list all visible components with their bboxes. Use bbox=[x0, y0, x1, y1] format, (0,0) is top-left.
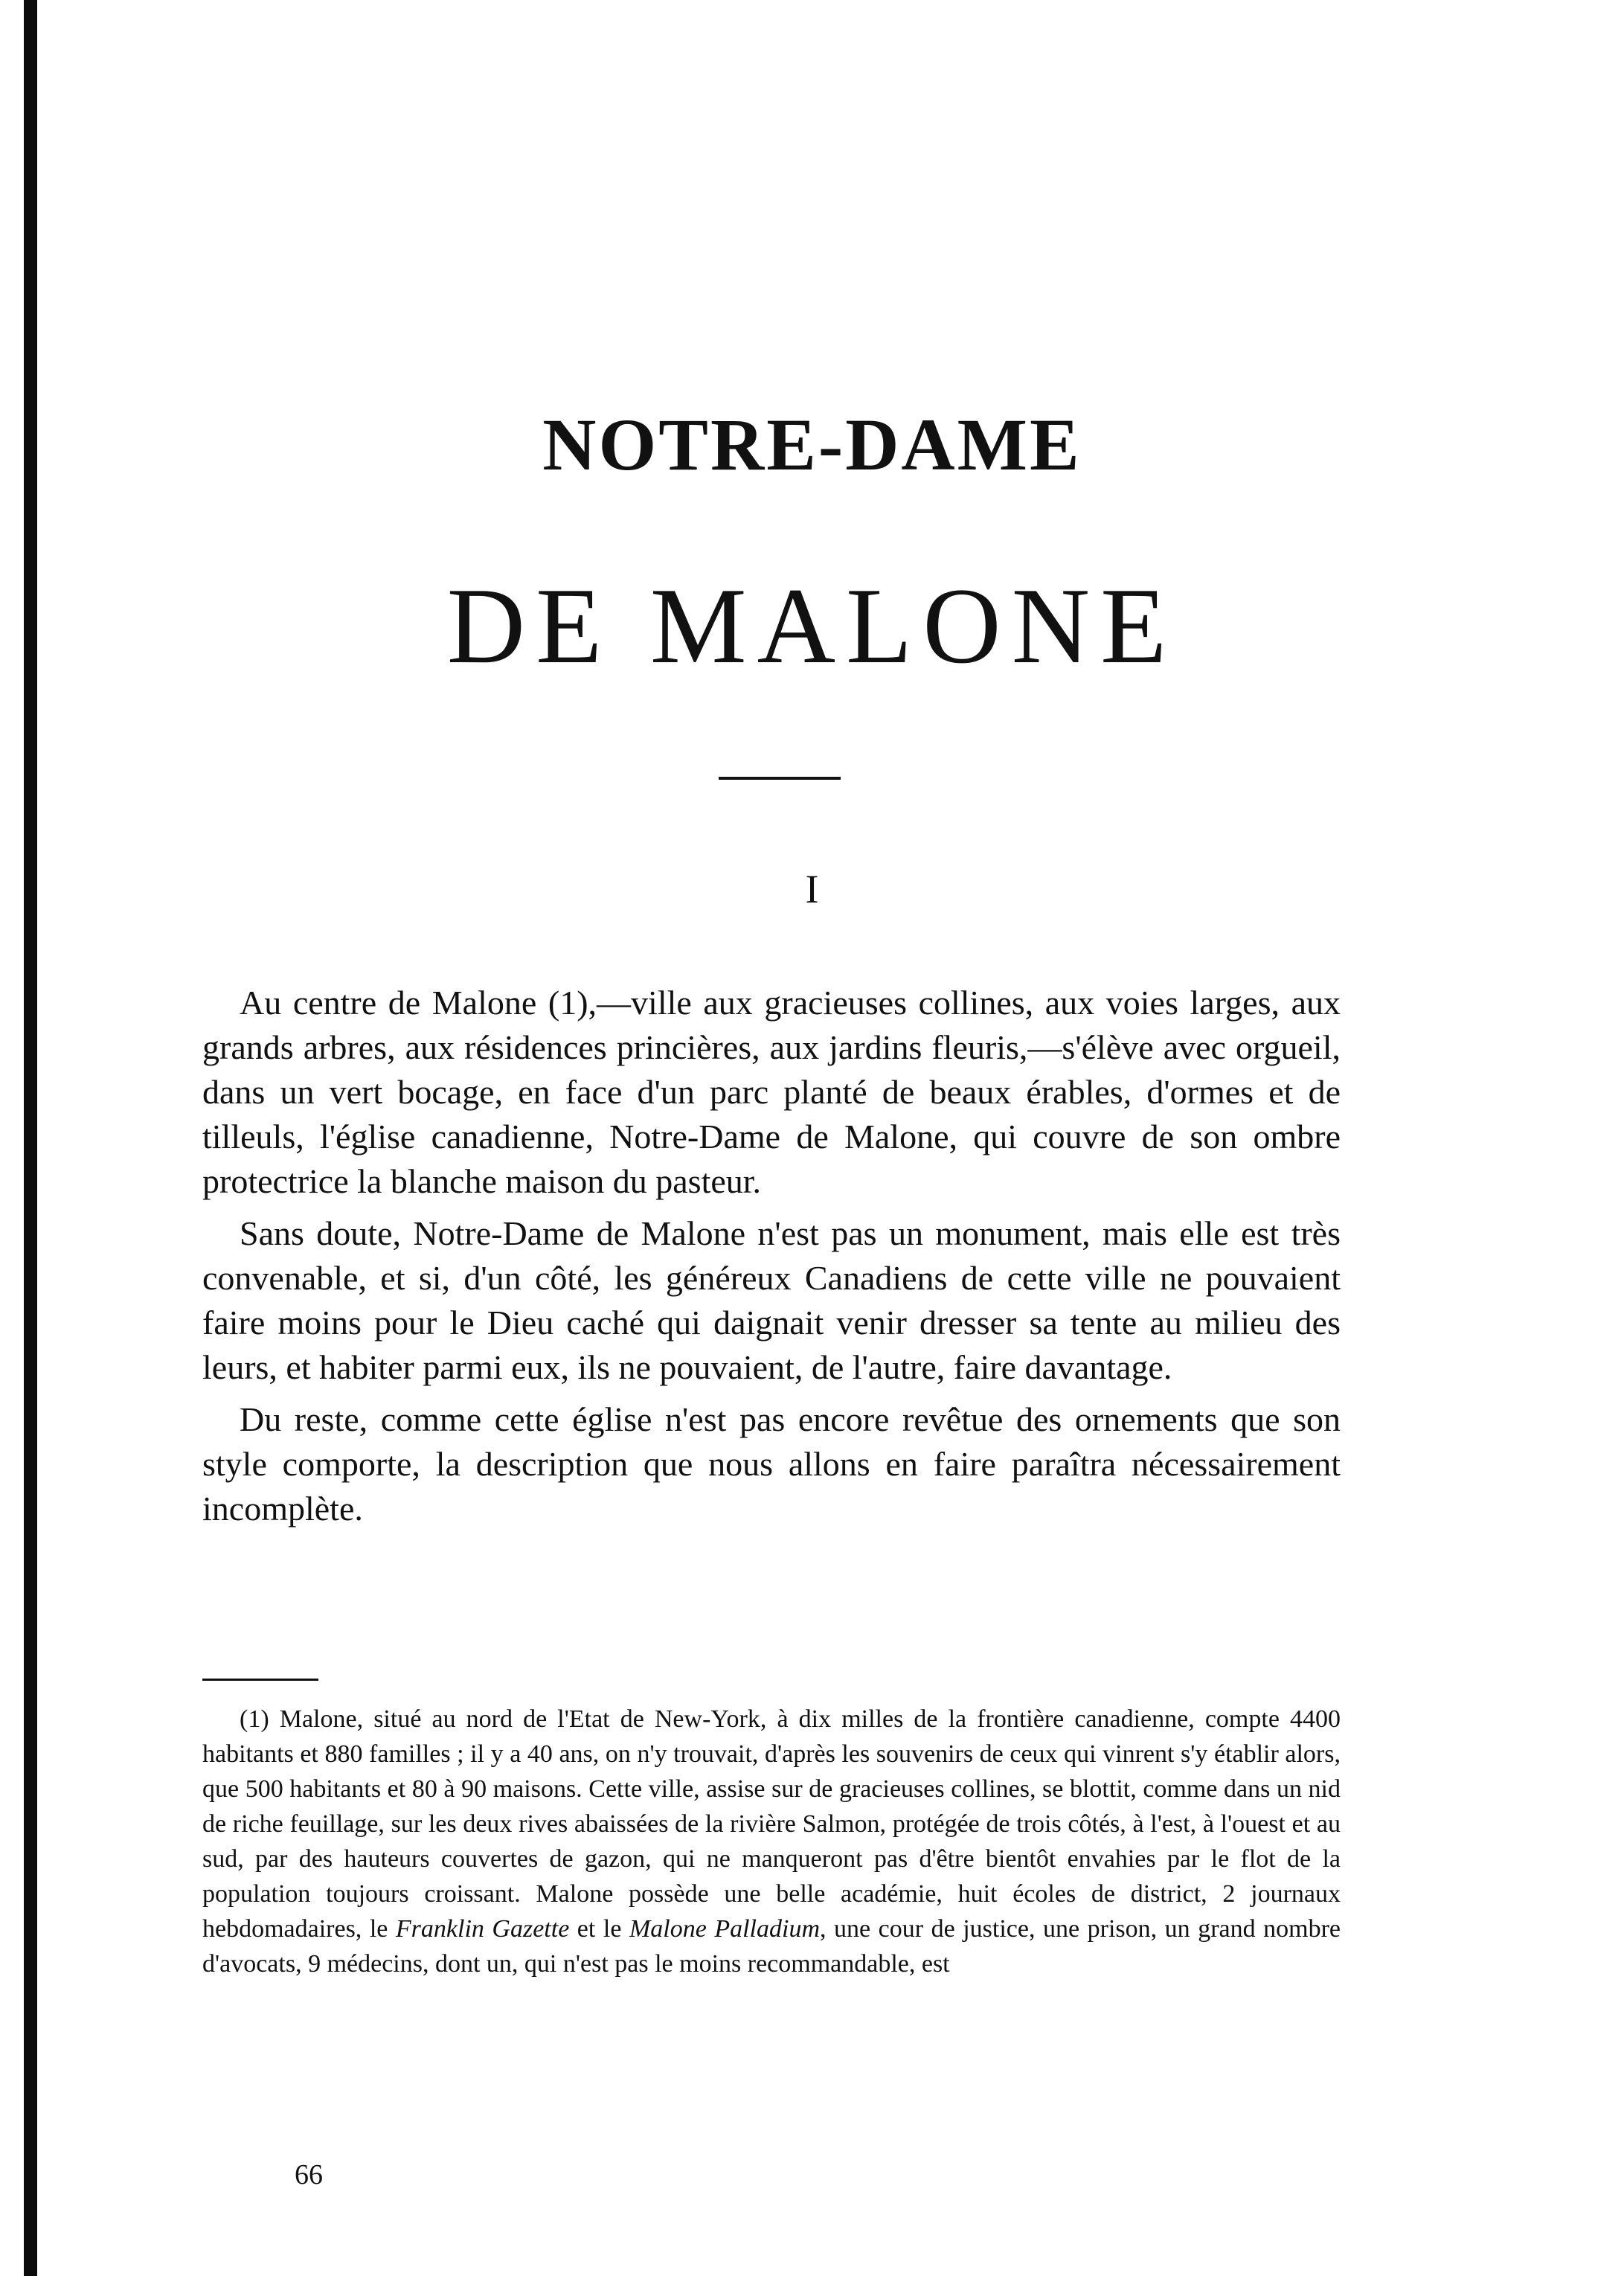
footnote bbox=[202, 1702, 1341, 1981]
paragraph-3: Du reste, comme cette église n'est pas encore revêtue des ornements que son style comporte, la description que nous allons en faire paraîtra nécessairement incomplète. bbox=[202, 1400, 1341, 1528]
footnote-part-3: , une cour de justice, une prison, un grand nombre d'avocats, 9 médecins, dont un, qui n'est pas le moins recommandable, est bbox=[202, 1915, 1341, 1978]
page-number: 66 bbox=[295, 2159, 323, 2190]
title-line-1: NOTRE-DAME bbox=[542, 403, 1082, 486]
body-text bbox=[202, 981, 1341, 1539]
footnote-newspaper-2: Malone Palladium bbox=[629, 1915, 821, 1943]
page-edge-shadow bbox=[24, 0, 37, 2276]
footnote-part-1: (1) Malone, situé au nord de l'Etat de New-York, à dix milles de la frontière canadienne, compte 4400 habitants et 880 familles ; il y a 40 ans, on n'y trouvait, d'après les souvenirs de ceux qui vinrent s'y établir alors, que 500 habitants et 80 à 90 maisons. Cette ville, assise sur de gracieuses collines, se blottit, comme dans un nid de riche feuillage, sur les deux rives abaissées de la rivière Salmon, protégée de trois côtés, à l'est, à l'ouest et au sud, par des hauteurs couvertes de gazon, qui ne manqueront pas d'être bientôt envahies par le flot de la population toujours croissant. Malone possède une belle académie, huit écoles de district, 2 journaux hebdomadaires, le bbox=[202, 1705, 1341, 1943]
paragraph-1: Au centre de Malone (1),—ville aux gracieuses collines, aux voies larges, aux grands arbres, aux résidences princières, aux jardins fleuris,—s'élève avec orgueil, dans un vert bocage, en face d'un parc planté de beaux érables, d'ormes et de tilleuls, l'église canadienne, Notre-Dame de Malone, qui couvre de son ombre protectrice la blanche maison du pasteur. bbox=[202, 984, 1341, 1200]
footnote-divider bbox=[202, 1679, 318, 1681]
paragraph-2: Sans doute, Notre-Dame de Malone n'est pas un monument, mais elle est très convenable, et si, d'un côté, les généreux Canadiens de cette ville ne pouvaient faire moins pour le Dieu caché qui daignait venir dresser sa tente au milieu des leurs, et habiter parmi eux, ils ne pouvaient, de l'autre, faire davantage. bbox=[202, 1214, 1341, 1386]
section-number: I bbox=[805, 867, 819, 911]
footnote-text bbox=[202, 1702, 1341, 1981]
footnote-part-2: et le bbox=[569, 1915, 629, 1943]
footnote-newspaper-1: Franklin Gazette bbox=[395, 1915, 570, 1943]
title-divider bbox=[719, 777, 841, 780]
title-line-2: DE MALONE bbox=[446, 565, 1178, 686]
